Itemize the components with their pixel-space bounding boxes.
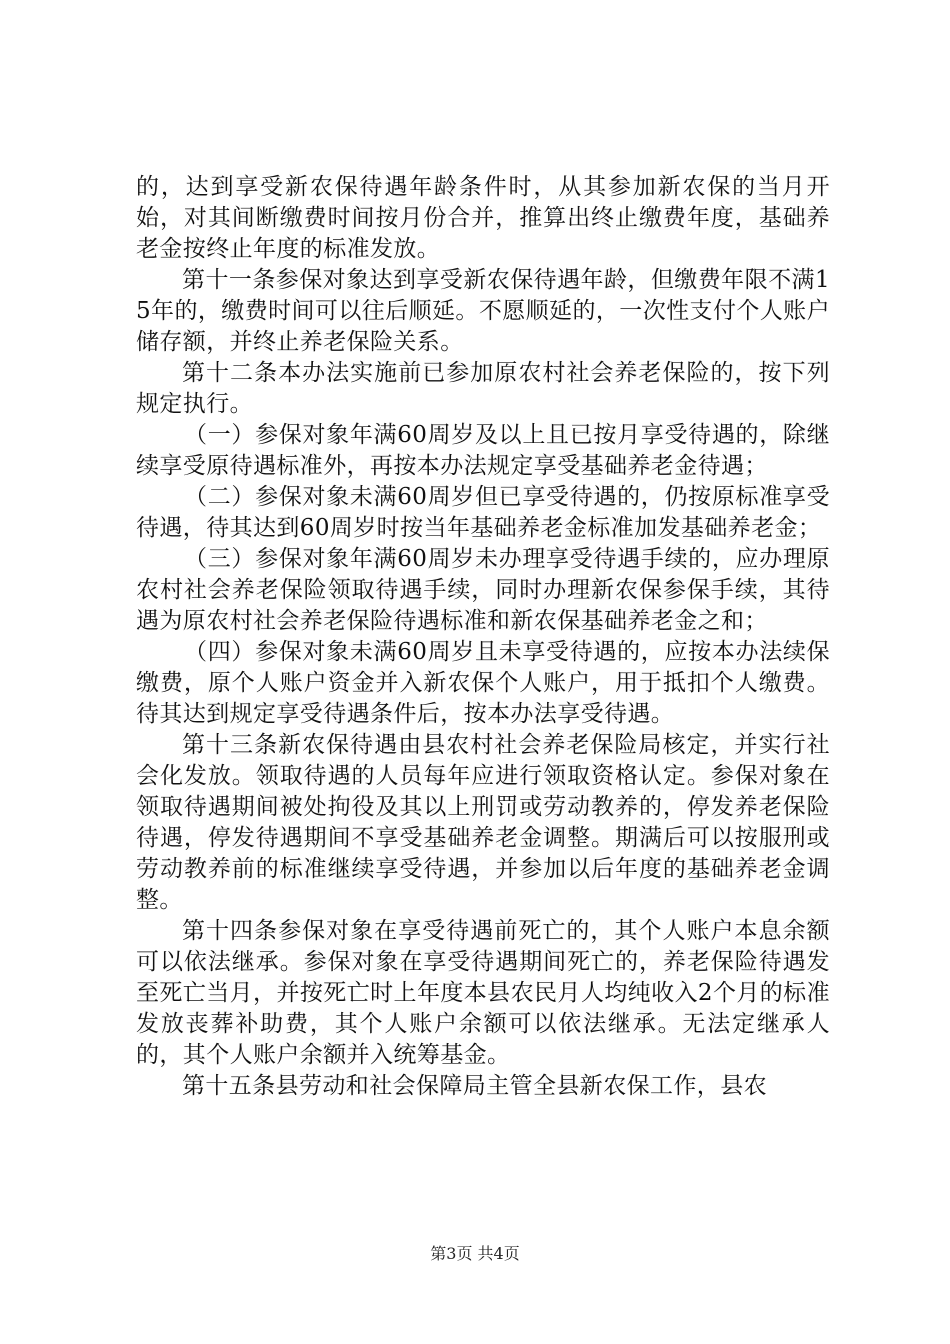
paragraph-article-15: 第十五条县劳动和社会保障局主管全县新农保工作，县农 [182, 1073, 767, 1099]
paragraph-item-3: （三）参保对象年满60周岁未办理享受待遇手续的，应办理原农村社会养老保险领取待遇手续，同时办理新农保参保手续，其待遇为原农村社会养老保险待遇标准和新农保基础养老金之和； [136, 546, 830, 634]
paragraph-article-11: 第十一条参保对象达到享受新农保待遇年龄，但缴费年限不满15年的，缴费时间可以往后顺延。不愿顺延的，一次性支付个人账户储存额，并终止养老保险关系。 [136, 267, 830, 355]
paragraph-item-2: （二）参保对象未满60周岁但已享受待遇的，仍按原标准享受待遇，待其达到60周岁时按当年基础养老金标准加发基础养老金； [136, 484, 830, 541]
page-number-label: 第3页 共4页 [430, 1244, 520, 1263]
paragraph-1: 的，达到享受新农保待遇年龄条件时，从其参加新农保的当月开始，对其间断缴费时间按月份合并，推算出终止缴费年度，基础养老金按终止年度的标准发放。 [136, 174, 830, 262]
page-footer [0, 1244, 950, 1264]
paragraph-article-13: 第十三条新农保待遇由县农村社会养老保险局核定，并实行社会化发放。领取待遇的人员每年应进行领取资格认定。参保对象在领取待遇期间被处拘役及其以上刑罚或劳动教养的，停发养老保险待遇，停发待遇期间不享受基础养老金调整。期满后可以按服刑或劳动教养前的标准继续享受待遇，并参加以后年度的基础养老金调整。 [136, 732, 830, 913]
paragraph-item-1: （一）参保对象年满60周岁及以上且已按月享受待遇的，除继续享受原待遇标准外，再按本办法规定享受基础养老金待遇； [136, 422, 830, 479]
paragraph-item-4: （四）参保对象未满60周岁且未享受待遇的，应按本办法续保缴费，原个人账户资金并入新农保个人账户，用于抵扣个人缴费。待其达到规定享受待遇条件后，按本办法享受待遇。 [136, 639, 830, 727]
document-body [136, 172, 830, 1102]
paragraph-article-14: 第十四条参保对象在享受待遇前死亡的，其个人账户本息余额可以依法继承。参保对象在享受待遇期间死亡的，养老保险待遇发至死亡当月，并按死亡时上年度本县农民月人均纯收入2个月的标准发放丧葬补助费，其个人账户余额可以依法继承。无法定继承人的，其个人账户余额并入统筹基金。 [136, 918, 830, 1068]
paragraph-article-12: 第十二条本办法实施前已参加原农村社会养老保险的，按下列规定执行。 [136, 360, 830, 417]
